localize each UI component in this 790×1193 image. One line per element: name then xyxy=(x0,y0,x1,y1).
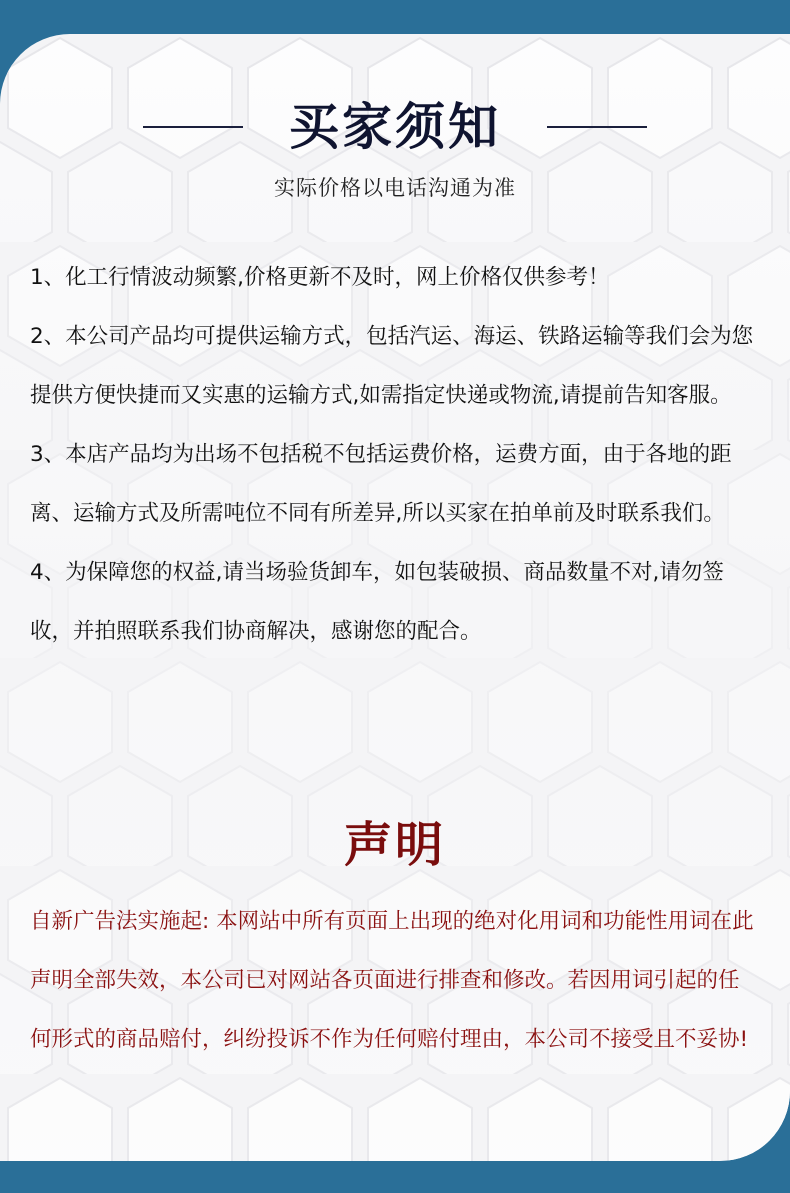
title-right-line xyxy=(547,126,647,128)
title-row xyxy=(0,96,790,158)
notice-item-2: 2、本公司产品均可提供运输方式，包括汽运、海运、铁路运输等我们会为您提供方便快捷而又实惠的运输方式,如需指定快递或物流,请提前告知客服。 xyxy=(30,324,754,408)
notice-item-3: 3、本店产品均为出场不包括税不包括运费价格，运费方面，由于各地的距离、运输方式及所需吨位不同有所差异,所以买家在拍单前及时联系我们。 xyxy=(30,442,732,526)
page-title: 买家须知 xyxy=(289,98,501,156)
notice-item-1: 1、化工行情波动频繁,价格更新不及时，网上价格仅供参考！ xyxy=(30,265,610,290)
notice-item-4: 4、为保障您的权益,请当场验货卸车，如包装破损、商品数量不对,请勿签收，并拍照联系我们协商解决，感谢您的配合。 xyxy=(30,560,724,644)
declaration-title: 声明 xyxy=(343,817,446,873)
page-subtitle: 实际价格以电话沟通为准 xyxy=(274,176,516,200)
notice-card xyxy=(0,34,790,1161)
title-left-line xyxy=(143,126,243,128)
notice-list xyxy=(30,248,760,661)
declaration-text: 自新广告法实施起: 本网站中所有页面上出现的绝对化用词和功能性用词在此声明全部失效，本公司已对网站各页面进行排查和修改。若因用词引起的任何形式的商品赔付，纠纷投诉不作为任何赔付理由，本公司不接受且不妥协! xyxy=(30,909,754,1052)
